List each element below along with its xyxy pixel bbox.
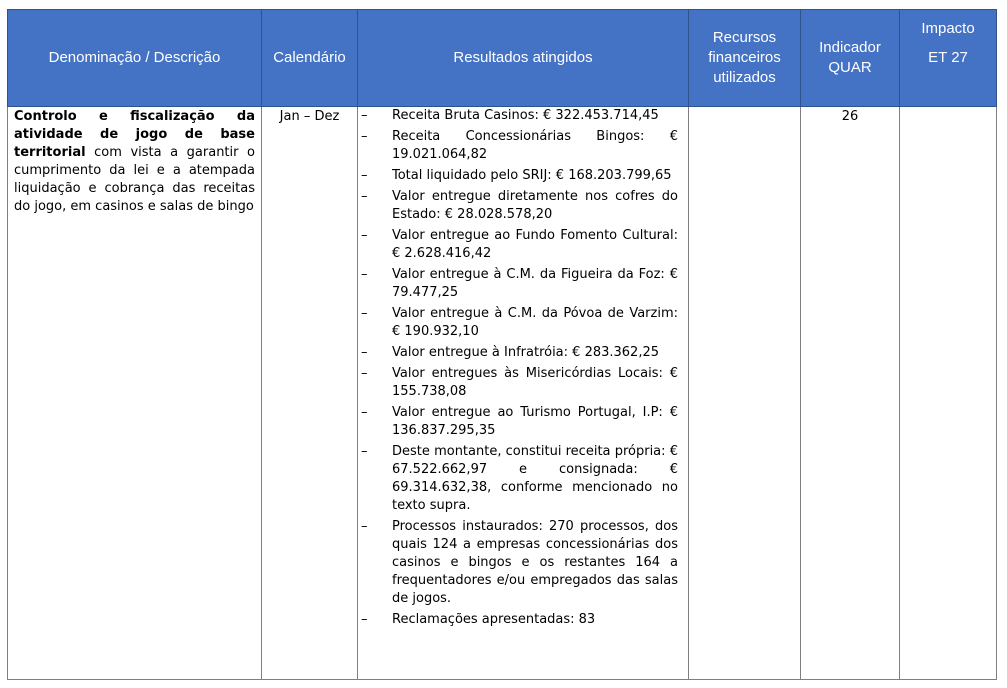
result-item bbox=[358, 305, 678, 341]
result-text: Valor entregue à C.M. da Figueira da Foz: € 79.477,25 bbox=[392, 267, 678, 300]
result-item bbox=[358, 128, 678, 164]
result-text: Deste montante, constitui receita própria: € 67.522.662,97 e consignada: € 69.314.632,38, conforme mencionado no texto supra. bbox=[392, 444, 678, 513]
result-text: Processos instaurados: 270 processos, dos quais 124 a empresas concessionárias dos casinos e bingos e os restantes 164 a frequentadores e/ou empregados das salas de jogos. bbox=[392, 519, 678, 606]
result-item bbox=[358, 266, 678, 302]
dash-bullet: – bbox=[361, 345, 368, 360]
header-description: Denominação / Descrição bbox=[8, 10, 262, 107]
result-item bbox=[358, 443, 678, 515]
results-list bbox=[358, 107, 678, 629]
dash-bullet: – bbox=[361, 366, 368, 381]
result-item bbox=[358, 404, 678, 440]
results-cell bbox=[358, 107, 689, 680]
description-cell bbox=[8, 107, 262, 680]
result-item bbox=[358, 365, 678, 401]
result-item bbox=[358, 611, 678, 629]
dash-bullet: – bbox=[361, 228, 368, 243]
dash-bullet: – bbox=[361, 612, 368, 627]
dash-bullet: – bbox=[361, 267, 368, 282]
result-text: Valor entregue à C.M. da Póvoa de Varzim: € 190.932,10 bbox=[392, 306, 678, 339]
result-text: Valor entregues às Misericórdias Locais: € 155.738,08 bbox=[392, 366, 678, 399]
activity-table bbox=[7, 9, 997, 680]
table-row bbox=[8, 107, 997, 680]
calendar-cell: Jan – Dez bbox=[262, 107, 358, 680]
result-item bbox=[358, 167, 678, 185]
dash-bullet: – bbox=[361, 444, 368, 459]
result-item bbox=[358, 107, 678, 125]
table-header-row bbox=[8, 10, 997, 107]
result-text: Receita Bruta Casinos: € 322.453.714,45 bbox=[392, 108, 659, 123]
result-item bbox=[358, 227, 678, 263]
result-text: Valor entregue à Infratróia: € 283.362,25 bbox=[392, 345, 660, 360]
result-item bbox=[358, 344, 678, 362]
header-impact: Impacto ET 27 bbox=[900, 10, 997, 107]
dash-bullet: – bbox=[361, 189, 368, 204]
header-indicator: Indicador QUAR bbox=[801, 10, 900, 107]
dash-bullet: – bbox=[361, 168, 368, 183]
result-item bbox=[358, 518, 678, 608]
description-text: com vista a garantir o cumprimento da lei e a atempada liquidação e cobrança das receitas do jogo, em casinos e salas de bingo bbox=[14, 145, 255, 214]
indicator-cell: 26 bbox=[801, 107, 900, 680]
impact-cell bbox=[900, 107, 997, 680]
dash-bullet: – bbox=[361, 306, 368, 321]
result-text: Valor entregue diretamente nos cofres do Estado: € 28.028.578,20 bbox=[392, 189, 678, 222]
dash-bullet: – bbox=[361, 108, 368, 123]
result-item bbox=[358, 188, 678, 224]
header-resources: Recursos financeiros utilizados bbox=[689, 10, 801, 107]
result-text: Total liquidado pelo SRIJ: € 168.203.799,65 bbox=[392, 168, 672, 183]
header-calendar: Calendário bbox=[262, 10, 358, 107]
resources-cell bbox=[689, 107, 801, 680]
dash-bullet: – bbox=[361, 519, 368, 534]
result-text: Reclamações apresentadas: 83 bbox=[392, 612, 596, 627]
result-text: Valor entregue ao Fundo Fomento Cultural: € 2.628.416,42 bbox=[392, 228, 678, 261]
dash-bullet: – bbox=[361, 129, 368, 144]
result-text: Valor entregue ao Turismo Portugal, I.P: € 136.837.295,35 bbox=[392, 405, 678, 438]
header-results: Resultados atingidos bbox=[358, 10, 689, 107]
dash-bullet: – bbox=[361, 405, 368, 420]
description-bold: Controlo e fiscalização da atividade de jogo de base territorial bbox=[14, 109, 255, 160]
result-text: Receita Concessionárias Bingos: € 19.021.064,82 bbox=[392, 129, 678, 162]
